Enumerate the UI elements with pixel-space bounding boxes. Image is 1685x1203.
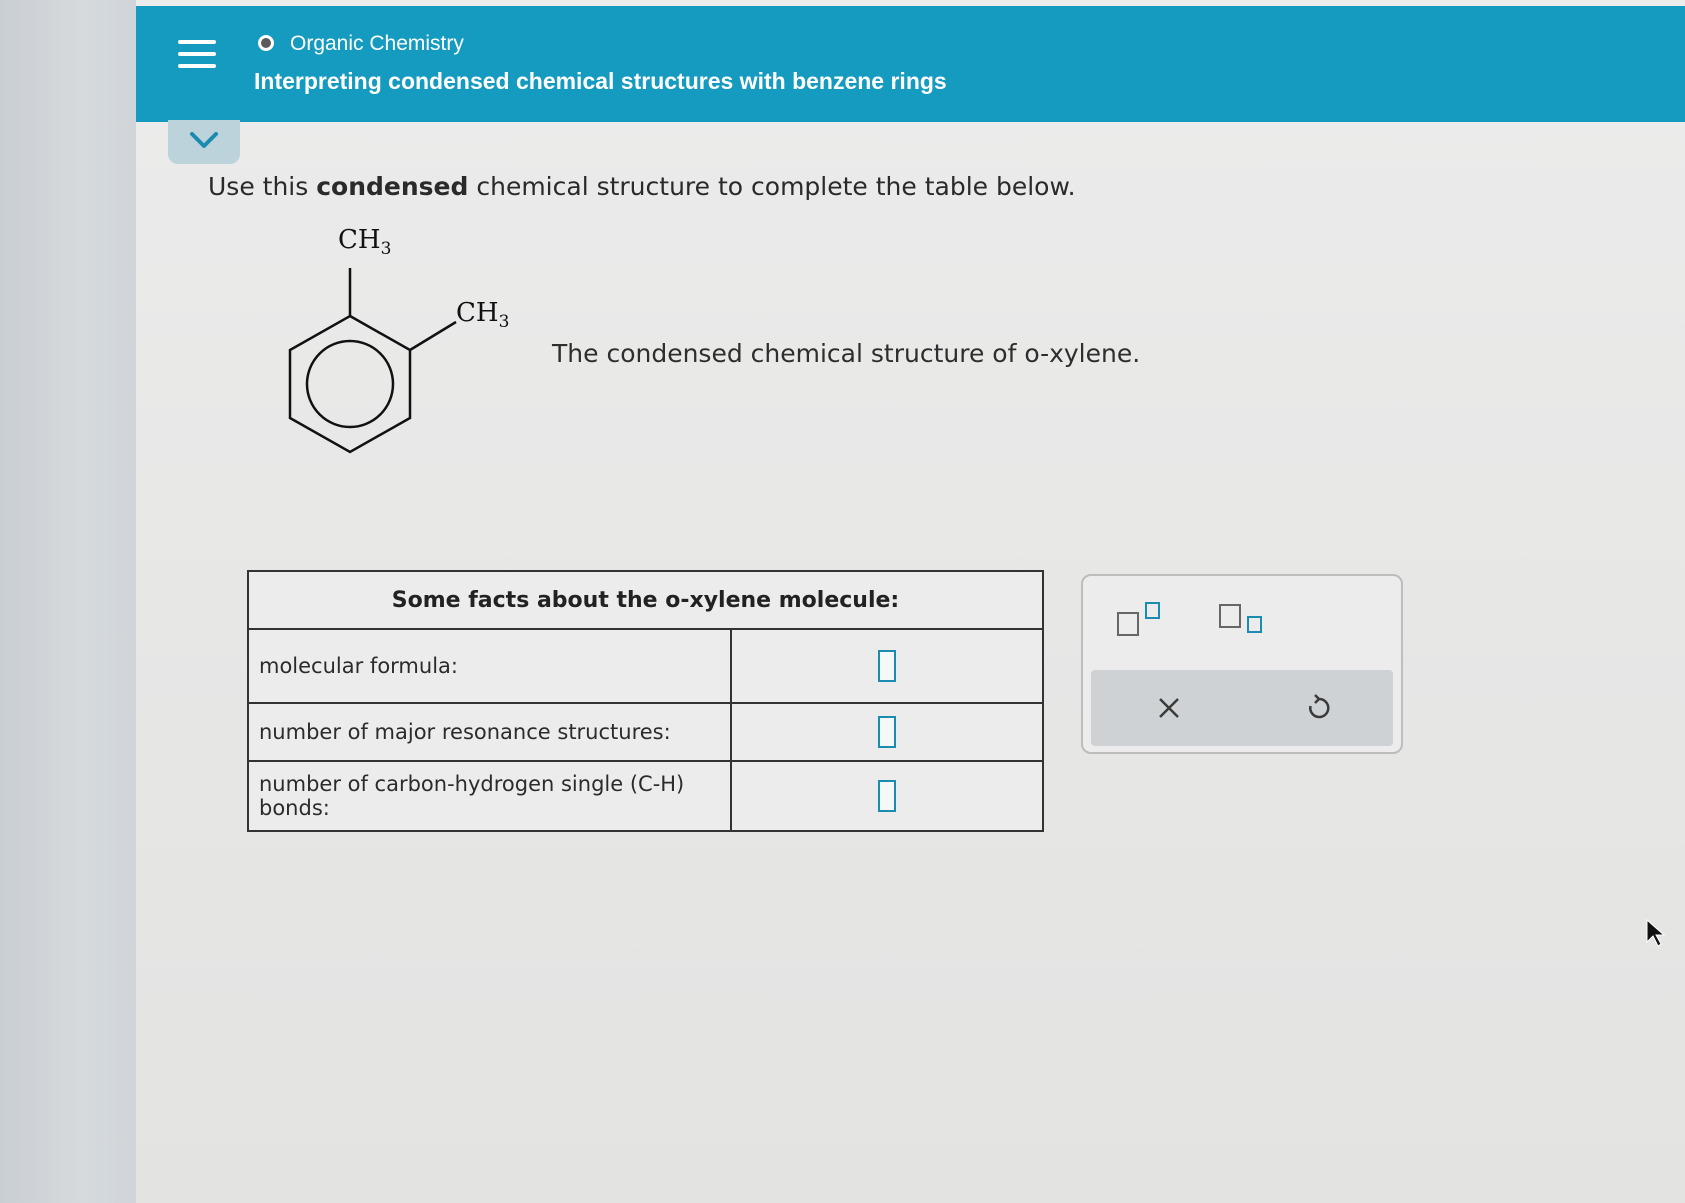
chevron-down-icon: [168, 120, 240, 164]
top-header-bar: [136, 6, 1685, 122]
hamburger-menu-icon[interactable]: [178, 40, 216, 76]
undo-icon[interactable]: [1299, 688, 1339, 728]
collapse-tab[interactable]: [168, 120, 240, 164]
facts-table: [247, 570, 1044, 832]
side-methyl-label: $CH_3$: [456, 298, 510, 332]
ch-bond-count-input[interactable]: [878, 780, 896, 812]
left-margin-strip: [0, 0, 140, 1203]
aromatic-circle: [307, 341, 393, 427]
row-label: number of major resonance structures:: [249, 704, 732, 760]
clear-x-icon[interactable]: [1149, 688, 1189, 728]
subscript-tool-icon[interactable]: [1219, 602, 1265, 638]
status-circle-icon: [258, 35, 274, 51]
action-bar: [1091, 670, 1393, 746]
mouse-cursor-icon: [1645, 918, 1667, 948]
structure-caption: The condensed chemical structure of o-xylene.: [552, 339, 1141, 368]
course-name: Organic Chemistry: [290, 32, 464, 55]
table-row-resonance: [249, 704, 1042, 762]
table-row-molecular-formula: [249, 630, 1042, 704]
answer-toolbox: [1081, 574, 1403, 754]
top-methyl-label: $CH_3$: [338, 225, 392, 259]
row-label: molecular formula:: [249, 630, 732, 702]
o-xylene-structure: [260, 218, 550, 458]
table-header: Some facts about the o-xylene molecule:: [249, 572, 1042, 630]
question-instruction: Use this condensed chemical structure to complete the table below.: [208, 172, 1076, 201]
molecular-formula-input[interactable]: [878, 650, 896, 682]
lesson-title: Interpreting condensed chemical structures with benzene rings: [254, 68, 947, 94]
superscript-tool-icon[interactable]: [1117, 602, 1163, 638]
row-label: number of carbon-hydrogen single (C-H) bonds:: [249, 762, 732, 830]
table-row-ch-bonds: [249, 762, 1042, 830]
resonance-count-input[interactable]: [878, 716, 896, 748]
side-bond: [410, 322, 456, 350]
